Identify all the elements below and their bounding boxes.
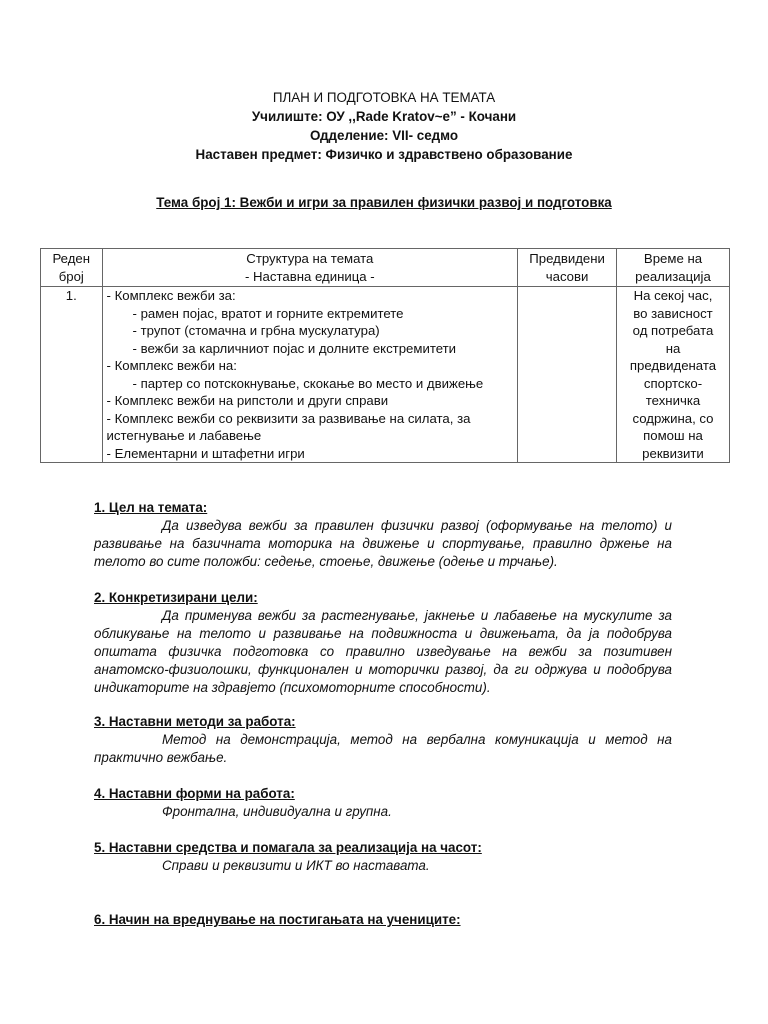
structure-item: - Комплекс вежби на рипстоли и други справи bbox=[106, 393, 389, 408]
row-time: На секој час, во зависност од потребата на предвидената спортско- техничка содржина, со помош на реквизити bbox=[617, 287, 730, 463]
section-body: Фронтална, индивидуална и групна. bbox=[162, 804, 392, 819]
section-heading: 3. Наставни методи за работа: bbox=[94, 714, 296, 729]
section-resources bbox=[94, 839, 672, 875]
header-hours: Предвидени часови bbox=[518, 249, 617, 287]
section-body: Справи и реквизити и ИКТ во наставата. bbox=[162, 858, 430, 873]
subject-label: Наставен предмет bbox=[195, 147, 318, 162]
class-label: Одделение bbox=[309, 128, 385, 143]
section-heading: 6. Начин на вреднување на постигањата на учениците: bbox=[94, 912, 461, 927]
section-evaluation bbox=[94, 911, 672, 929]
section-heading: 2. Конкретизирани цели: bbox=[94, 590, 258, 605]
structure-item: - рамен појас, вратот и горните ектремитете bbox=[132, 305, 404, 321]
subject-line bbox=[0, 145, 768, 164]
section-methods bbox=[94, 713, 672, 767]
structure-item: - Комплекс вежби на: bbox=[106, 358, 237, 373]
structure-item: - Комплекс вежби за: bbox=[106, 288, 236, 303]
header-number: Реден број bbox=[41, 249, 103, 287]
header-structure: Структура на темата - Наставна единица - bbox=[102, 249, 518, 287]
subject-value: : Физичко и здравствено образование bbox=[317, 147, 573, 162]
section-goal bbox=[94, 499, 672, 571]
section-heading: 4. Наставни форми на работа: bbox=[94, 786, 295, 801]
structure-item: - вежби за карличниот појас и долните екстремитети bbox=[132, 340, 457, 356]
class-value: : VII- седмо bbox=[384, 128, 459, 143]
structure-item: - партер со потскокнување, скокање во место и движење bbox=[132, 375, 484, 391]
section-body: Метод на демонстрација, метод на вербална комуникација и метод на практично вежбање. bbox=[94, 732, 672, 765]
section-heading: 5. Наставни средства и помагала за реализација на часот: bbox=[94, 840, 482, 855]
class-line bbox=[0, 126, 768, 145]
section-specific-goals bbox=[94, 589, 672, 697]
row-structure bbox=[102, 287, 518, 463]
section-forms bbox=[94, 785, 672, 821]
plan-table bbox=[40, 248, 730, 463]
table-row bbox=[41, 287, 730, 463]
school-line bbox=[0, 107, 768, 126]
structure-item: - Комплекс вежби со реквизити за развивање на силата, за истегнување и лабавење bbox=[106, 410, 471, 443]
section-heading: 1. Цел на темата: bbox=[94, 500, 208, 515]
header-time: Време на реализација bbox=[617, 249, 730, 287]
section-body: Да изведува вежби за правилен физички развој (оформување на телото) и развивање на базичната моторика на движење и спортување, правилно држење на телото во сите положби: седење, стоење, движење (одење и трчање). bbox=[94, 518, 672, 569]
school-label: Училиште bbox=[251, 109, 319, 124]
row-number: 1. bbox=[41, 287, 103, 463]
row-hours bbox=[518, 287, 617, 463]
structure-item: - трупот (стомачна и грбна мускулатура) bbox=[132, 323, 380, 338]
document-header bbox=[0, 88, 768, 164]
school-value: : ОУ ,,Rade Kratov~e” - Кочани bbox=[318, 109, 517, 124]
table-header-row bbox=[41, 249, 730, 287]
structure-item: - Елементарни и штафетни игри bbox=[106, 445, 305, 461]
section-body: Да применува вежби за растегнување, јакнење и лабавење на мускулите за обликување на телото и развивање на подвижноста и движењата, да ја подобрува општата физичка подготовка со правилно изведување на вежби за позитивен анатомско-физиолошки, функционален и моторички развој, да ги одржува и подобрува индикаторите на здравјето (психомоторните способности). bbox=[94, 608, 672, 695]
document-title: ПЛАН И ПОДГОТОВКА НА ТЕМАТА bbox=[272, 90, 496, 105]
topic-title: Тема број 1: Вежби и игри за правилен физички развој и подготовка bbox=[156, 195, 612, 210]
